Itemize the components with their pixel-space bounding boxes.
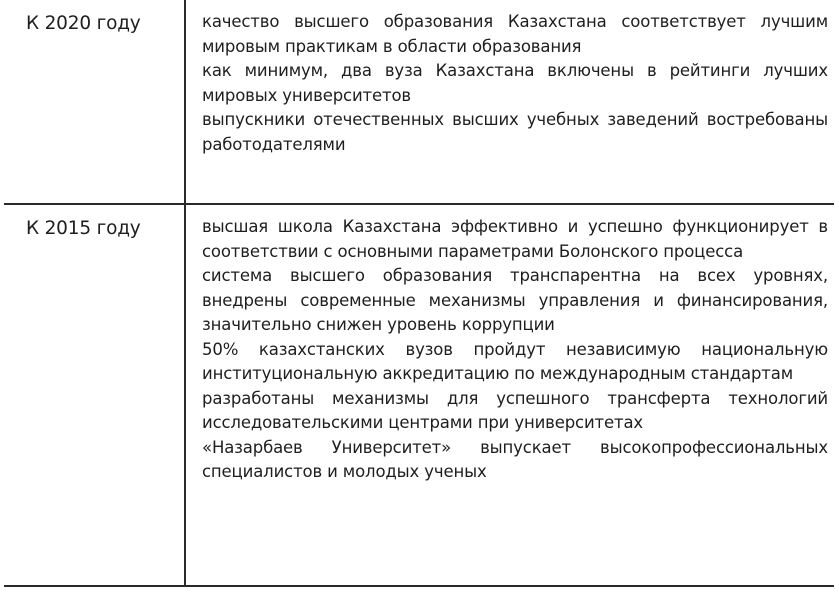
year-label-2015: К 2015 году: [4, 204, 185, 586]
goals-cell-2020: [185, 0, 834, 204]
goal-item: 50% казахстанских вузов пройдут независимую национальную институциональную аккредитацию по международным стандартам: [202, 339, 828, 383]
goal-item: «Назарбаев Университет» выпускает высокопрофессиональных специалистов и молодых ученых: [202, 437, 828, 481]
table-row-2015: [4, 204, 834, 586]
goal-item: разработаны механизмы для успешного трансферта технологий исследовательскими центрами при университетах: [202, 388, 828, 432]
goals-cell-2015: [185, 204, 834, 586]
goal-item: выпускники отечественных высших учебных заведений востребованы работодателями: [202, 110, 828, 154]
goal-item: качество высшего образования Казахстана соответствует лучшим мировым практикам в области образования: [202, 12, 828, 56]
year-label-2020: К 2020 году: [4, 0, 185, 204]
table-row-2020: [4, 0, 834, 204]
goals-table: [4, 0, 834, 587]
goal-item: как минимум, два вуза Казахстана включены в рейтинги лучших мировых университетов: [202, 61, 828, 105]
goal-item: система высшего образования транспарентна на всех уровнях, внедрены современные механизмы управления и финансирования, значительно снижен уровень коррупции: [202, 266, 828, 334]
goal-item: высшая школа Казахстана эффективно и успешно функционирует в соответствии с основными параметрами Болонского процесса: [202, 217, 828, 261]
